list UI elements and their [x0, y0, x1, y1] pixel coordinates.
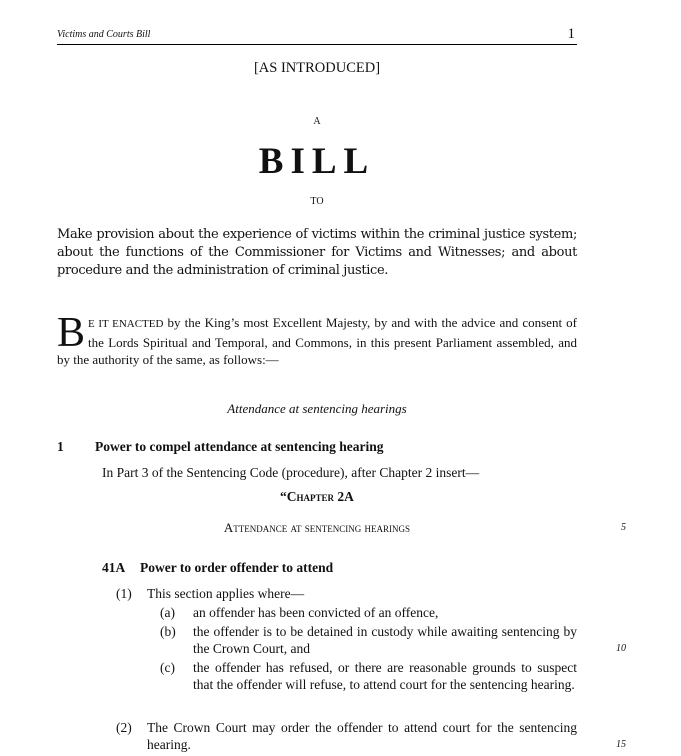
- enacting-text: by the King’s most Excellent Majesty, by and with the advice and consent of the Lords Spiritual and Temporal, and Commons, in this present Parliament assembled, and by the authority of the same, as follows:—: [57, 315, 577, 367]
- section-heading: Power to order offender to attend: [140, 560, 334, 575]
- enacting-formula: [57, 310, 577, 369]
- paragraph-text: the offender is to be detained in custody while awaiting sentencing by the Crown Court, and: [193, 624, 577, 656]
- enacting-small-caps: E IT ENACTED: [88, 318, 164, 330]
- long-title: Make provision about the experience of victims within the criminal justice system; about the functions of the Commissioner for Victims and Witnesses; and about procedure and the administration of criminal justice.: [57, 227, 577, 278]
- chapter-number: “Chapter 2A: [280, 489, 354, 504]
- clause-intro: In Part 3 of the Sentencing Code (procedure), after Chapter 2 insert—: [102, 465, 480, 480]
- line-number-15: 15: [616, 739, 626, 750]
- subsection-number: (1): [116, 586, 132, 601]
- chapter-title: Attendance at sentencing hearings: [223, 520, 411, 535]
- subsection-text: This section applies where—: [147, 586, 305, 601]
- paragraph-number: (c): [160, 660, 175, 675]
- paragraph-text: the offender has refused, or there are reasonable grounds to suspect that the offender will refuse, to attend court for the sentencing hearing.: [193, 660, 577, 692]
- clause-number: 1: [57, 439, 64, 454]
- running-header: [57, 27, 577, 45]
- bill-status: [AS INTRODUCED]: [253, 60, 381, 76]
- page-number: 1: [567, 26, 575, 42]
- paragraph-number: (b): [160, 624, 176, 639]
- paragraph-text: an offender has been convicted of an offence,: [193, 605, 439, 620]
- crossheading: Attendance at sentencing hearings: [227, 401, 407, 416]
- drop-cap: B: [57, 310, 86, 356]
- paragraph-number: (a): [160, 605, 175, 620]
- running-title: Victims and Courts Bill: [57, 29, 151, 40]
- subsection-number: (2): [116, 720, 132, 735]
- line-number-10: 10: [616, 643, 626, 654]
- line-number-5: 5: [621, 522, 626, 533]
- section-number: 41A: [102, 560, 126, 575]
- subsection-text: The Crown Court may order the offender to attend court for the sentencing hearing.: [147, 720, 577, 752]
- bill-heading: BILL: [258, 141, 376, 182]
- clause-heading: Power to compel attendance at sentencing hearing: [95, 439, 384, 454]
- bill-to: TO: [310, 196, 324, 207]
- bill-article: A: [313, 116, 321, 127]
